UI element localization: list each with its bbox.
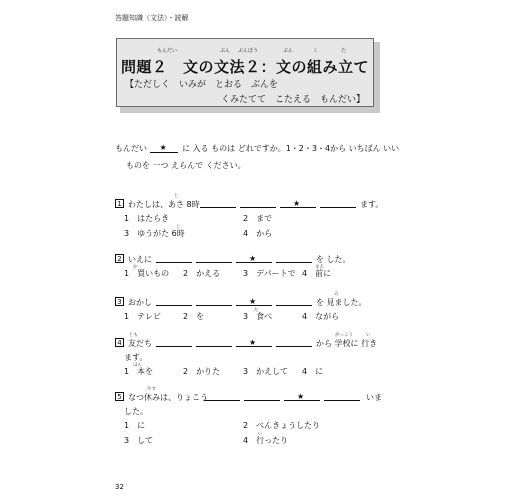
section-subtitle-line1: 【ただしく いみが とおる ぶんを: [125, 80, 279, 90]
answer-blank[interactable]: [196, 338, 232, 347]
question-text-continued: ます。: [124, 353, 148, 362]
section-title: 問題２ 文の文法２：文の組み立て: [120, 58, 369, 76]
answer-blank[interactable]: [276, 297, 312, 306]
question-text-end: いま: [366, 393, 382, 402]
option-3[interactable]: 3 デパートで: [243, 269, 296, 278]
option-2[interactable]: 2 べんきょうしたり: [243, 421, 321, 430]
question-5: [115, 392, 128, 401]
answer-blank[interactable]: [320, 199, 356, 208]
option-1[interactable]: 1 に: [124, 421, 146, 430]
title-ruby-ta: た: [341, 48, 347, 54]
question-number: 4: [115, 338, 124, 347]
option-1[interactable]: 1 はたらき: [124, 214, 170, 223]
question-text-end: を した。: [316, 255, 351, 264]
question-text: わたしは、あさ 8時: [128, 200, 200, 209]
star-mark: ★: [249, 297, 257, 306]
ruby: み: [334, 292, 339, 297]
answer-blank[interactable]: [200, 199, 236, 208]
question-text-end: ます。: [360, 200, 384, 209]
question-number: 1: [115, 199, 124, 208]
question-number: 2: [115, 254, 124, 263]
answer-blank[interactable]: [196, 254, 232, 263]
star-mark: ★: [249, 254, 257, 263]
star-mark: ★: [297, 392, 305, 401]
title-ruby-mondai: もんだい: [157, 48, 178, 54]
ruby: ほん: [133, 363, 142, 368]
question-4: [115, 338, 128, 347]
answer-blank[interactable]: [276, 254, 312, 263]
ruby: やす: [147, 387, 156, 392]
running-header: 答題知識（文法）・読解: [115, 14, 189, 22]
question-1: [115, 199, 128, 208]
question-3: [115, 297, 128, 306]
answer-blank[interactable]: [196, 297, 232, 306]
title-ruby-ku: く: [313, 48, 319, 54]
question-number: 5: [115, 392, 124, 401]
instruction-blank: [150, 144, 180, 153]
section-title-box: [116, 38, 374, 107]
star-mark: ★: [249, 338, 257, 347]
title-ruby-bunpou: ぶんぽう: [238, 48, 259, 54]
option-3[interactable]: 3 ゆうがた 6時: [124, 229, 185, 238]
option-2[interactable]: 2 かえる: [183, 269, 221, 278]
option-3[interactable]: 3 かえして: [243, 367, 289, 376]
ruby: た: [254, 308, 259, 313]
question-text-end: から 学校に 行き: [316, 339, 378, 348]
option-1[interactable]: 1 本を: [124, 367, 154, 376]
option-2[interactable]: 2 を: [183, 312, 205, 321]
ruby: い: [258, 432, 263, 437]
option-1[interactable]: 1 買いもの: [124, 269, 170, 278]
section-subtitle-line2: くみたてて こたえる もんだい】: [221, 95, 366, 105]
answer-blank[interactable]: [240, 199, 276, 208]
option-3[interactable]: 3 して: [124, 436, 154, 445]
answer-blank[interactable]: [156, 297, 192, 306]
question-text: おかし: [128, 298, 152, 307]
option-4[interactable]: 4 から: [243, 229, 273, 238]
ruby: じ: [174, 194, 179, 199]
star-mark: ★: [293, 199, 301, 208]
option-4[interactable]: 4 に: [302, 367, 324, 376]
instruction-line2: ものを 一つ えらんで ください。: [126, 161, 246, 170]
question-text: なつ休みは、りょこう: [128, 393, 208, 402]
question-text: いえに: [128, 255, 152, 264]
option-1[interactable]: 1 テレビ: [124, 312, 161, 321]
question-text-end: を 見ました。: [316, 298, 367, 307]
question-2: [115, 254, 128, 263]
ruby: か: [133, 265, 138, 270]
option-3[interactable]: 3 食べ: [243, 312, 273, 321]
option-4[interactable]: 4 ながら: [302, 312, 340, 321]
option-2[interactable]: 2 まで: [243, 214, 273, 223]
option-4[interactable]: 4 行ったり: [243, 436, 289, 445]
question-text: 友だち: [128, 339, 152, 348]
ruby: とも: [129, 333, 138, 338]
instruction-line1: もんだい ★ に 入る ものは どれですか。1・2・3・4から いちばん いい: [115, 143, 400, 153]
answer-blank[interactable]: [156, 254, 192, 263]
ruby: がっこう: [335, 333, 353, 338]
answer-blank[interactable]: [204, 392, 240, 401]
question-text-continued: した。: [124, 407, 148, 416]
title-ruby-bun: ぶん: [220, 48, 231, 54]
answer-blank[interactable]: [324, 392, 360, 401]
title-ruby-bun2: ぶん: [283, 48, 294, 54]
answer-blank[interactable]: [244, 392, 280, 401]
ruby: い: [366, 333, 371, 338]
option-4[interactable]: 4 前に: [302, 269, 332, 278]
ruby: じ: [176, 225, 181, 230]
page-number: 32: [115, 483, 124, 491]
answer-blank[interactable]: [156, 338, 192, 347]
star-mark: ★: [159, 143, 167, 152]
question-number: 3: [115, 297, 124, 306]
ruby: まえ: [315, 265, 324, 270]
answer-blank[interactable]: [276, 338, 312, 347]
option-2[interactable]: 2 かりた: [183, 367, 221, 376]
